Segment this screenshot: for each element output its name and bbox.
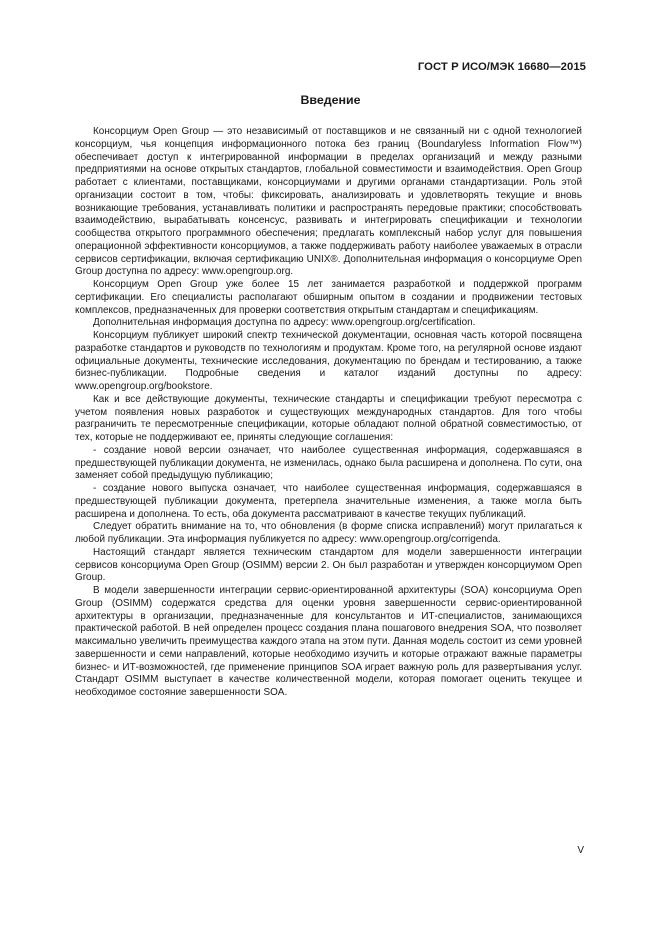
section-title: Введение [300, 93, 361, 107]
list-item-new-version: - создание новой версии означает, что наиболее существенная информация, содержавшаяся в предшествующей публикации документа, не изменилась, однако была расширена и дополнена. По сути, она заменяет собой предыдущую публикацию; [75, 444, 582, 482]
page-number: V [577, 845, 584, 856]
paragraph-certification-link: Дополнительная информация доступна по адресу: www.opengroup.org/certification. [93, 317, 476, 329]
paragraph-osimm-model: В модели завершенности интеграции сервис-ориентированной архитектуры (SOA) консорциума Open Group (OSIMM) содержатся средства для оценки уровня завершенности сервис-ориентированной архитектуры в организации, предназначенные для консультантов и ИТ-специалистов, занимающихся практической работой. В ней определен процесс создания плана пошагового внедрения SOA, что позволяет максимально увеличить преимущества каждого этапа на этом пути. Данная модель состоит из семи уровней завершенности и семи направлений, которые необходимо изучить и которые отражают важные параметры бизнес- и ИТ-возможностей, где применение принципов SOA играет важную роль для развертывания услуг. Стандарт OSIMM выступает в качестве количественной модели, которая помогает оценить текущее и необходимое состояние завершенности SOA. [75, 585, 582, 698]
document-code: ГОСТ Р ИСО/МЭК 16680—2015 [417, 61, 586, 73]
paragraph-publications: Консорциум публикует широкий спектр технической документации, основная часть которой посвящена разработке стандартов и руководств по технологиям и продуктам. Кроме того, на регулярной основе издают официальные документы, технические исследования, документацию по брендам и тестированию, а также бизнес-публикации. Подробные сведения и каталог изданий доступны по адресу: www.opengroup.org/bookstore. [75, 330, 582, 392]
paragraph-osimm-standard: Настоящий стандарт является техническим стандартом для модели завершенности интеграции сервисов консорциума Open Group (OSIMM) версии 2. Он был разработан и утвержден консорциумом Open Group. [75, 546, 582, 584]
paragraph-revision-conventions: Как и все действующие документы, технические стандарты и спецификации требуют пересмотра с учетом появления новых разработок и существующих международных стандартов. Для того чтобы разграничить те пересмотренные спецификации, которые обладают полной обратной совместимостью, от тех, которые не поддерживают ее, приняты следующие соглашения: [75, 393, 582, 443]
paragraph-certification-experience: Консорциум Open Group уже более 15 лет занимается разработкой и поддержкой программ сертификации. Его специалисты располагают обширным опытом в создании и продвижении тестовых комплексов, предназначенных для проверки соответствия открытым стандартам и спецификациям. [75, 279, 582, 316]
list-item-new-issue: - создание нового выпуска означает, что наиболее существенная информация, содержавшаяся в предшествующей публикации документа, претерпела значительные изменения, а также могла быть расширена и дополнена. То есть, оба документа рассматривают в качестве текущих публикаций. [75, 483, 582, 520]
paragraph-corrigenda: Следует обратить внимание на то, что обновления (в форме списка исправлений) могут прилагаться к любой публикации. Эта информация публикуется по адресу: www.opengroup.org/corrigenda. [75, 521, 582, 545]
paragraph-open-group-intro: Консорциум Open Group — это независимый от поставщиков и не связанный ни с одной технологией консорциум, чья концепция информационного потока без границ (Boundaryless Information Flow™) обеспечивает доступ к интегрированной информации в пределах организаций и между разными предприятиями на основе открытых стандартов, глобальной совместимости и взаимодействия. Open Group работает с клиентами, поставщиками, консорциумами и другими органами стандартизации. Роль этой организации состоит в том, чтобы: фиксировать, анализировать и удовлетворять текущие и вновь возникающие требования, устанавливать политики и распространять передовые практики; способствовать взаимодействию, вырабатывать консенсус, развивать и интегрировать спецификации и технологии сообщества открытого программного обеспечения; предлагать комплексный набор услуг для повышения операционной эффективности консорциумов, а также поддерживать работу наиболее уважаемых в отрасли сервисов сертификации, включая сертификацию UNIX®. Дополнительная информация о консорциуме Open Group доступна по адресу: www.opengroup.org. [75, 126, 582, 278]
body-text [75, 126, 582, 700]
